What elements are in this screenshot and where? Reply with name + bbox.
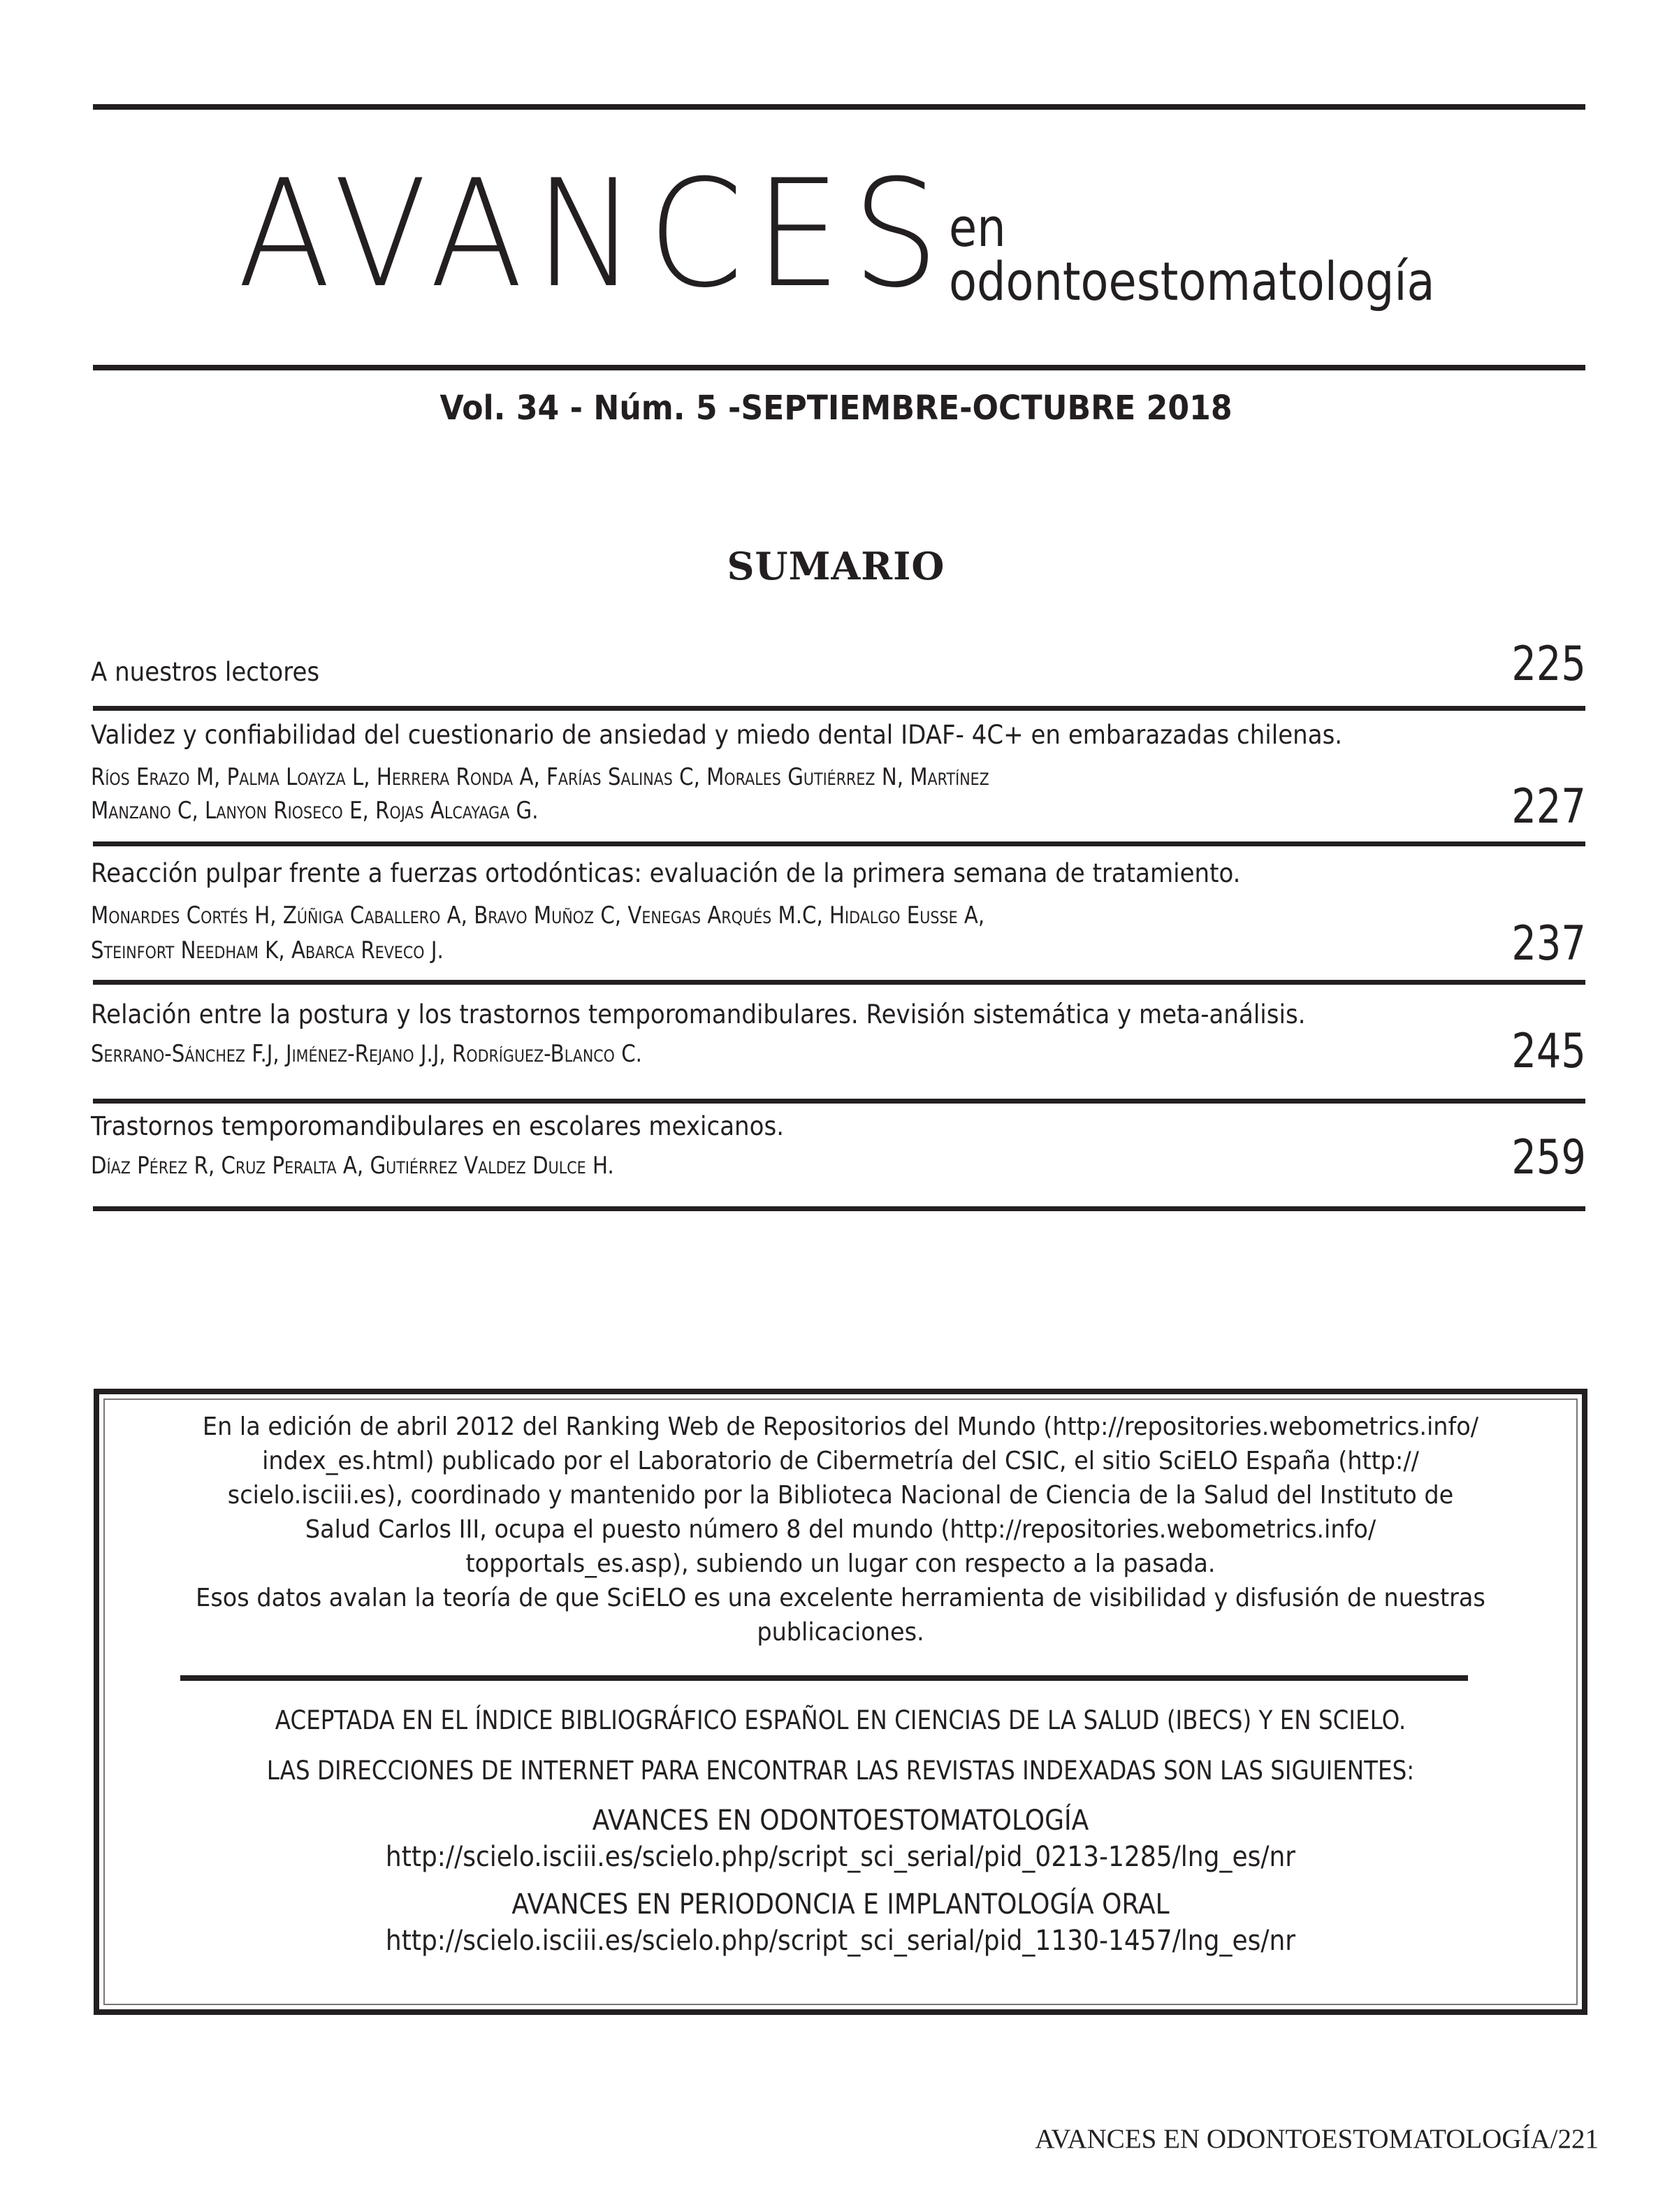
notice-line: Esos datos avalan la teoría de que SciELO es una excelente herramienta de visibilidad y disfusión de nuestras (196, 1584, 1485, 1612)
toc-entry-authors: Díaz Pérez R, Cruz Peralta A, Gutiérrez Valdez Dulce H. (91, 1152, 614, 1180)
toc-divider (93, 1099, 1585, 1104)
notice-line: topportals_es.asp), subiendo un lugar con respecto a la pasada. (465, 1549, 1216, 1578)
running-footer: AVANCES EN ODONTOESTOMATOLOGÍA/221 (1035, 2124, 1599, 2154)
logo-wordmark: AVANCES (238, 147, 951, 320)
journal-name: AVANCES EN ODONTOESTOMATOLOGÍA (592, 1805, 1089, 1837)
notice-paragraph (151, 1410, 1529, 1649)
indexing-statement: ACEPTADA EN EL ÍNDICE BIBLIOGRÁFICO ESPAÑOL EN CIENCIAS DE LA SALUD (IBECS) Y EN SCIELO. (275, 1705, 1406, 1735)
addresses-intro: LAS DIRECCIONES DE INTERNET PARA ENCONTRAR LAS REVISTAS INDEXADAS SON LAS SIGUIENTES: (266, 1756, 1415, 1786)
toc-divider (93, 980, 1585, 985)
toc-entry-authors: Monardes Cortés H, Zúñiga Caballero A, Bravo Muñoz C, Venegas Arqués M.C, Hidalgo Eusse A, (91, 902, 985, 930)
notice-divider (180, 1675, 1468, 1681)
toc-divider (93, 841, 1585, 846)
toc-entry-page: 237 (1511, 916, 1586, 971)
journal-logo (238, 147, 951, 320)
toc-entry-authors: Manzano C, Lanyon Rioseco E, Rojas Alcayaga G. (91, 797, 539, 825)
notice-line: index_es.html) publicado por el Laboratorio de Cibermetría del CSIC, el sitio SciELO España (http:// (262, 1447, 1419, 1475)
issue-line: Vol. 34 - Núm. 5 -SEPTIEMBRE-OCTUBRE 2018 (439, 389, 1233, 428)
notice-line: Salud Carlos III, ocupa el puesto número 8 del mundo (http://repositories.webometrics.info/ (305, 1515, 1376, 1544)
toc-entry-authors: Steinfort Needham K, Abarca Reveco J. (91, 937, 444, 964)
toc-divider (93, 706, 1585, 711)
top-rule (93, 104, 1585, 110)
logo-subtitle: odontoestomatología (949, 250, 1435, 312)
notice-line: scielo.isciii.es), coordinado y mantenido por la Biblioteca Nacional de Ciencia de la Salud del Instituto de (227, 1481, 1454, 1510)
journal-name: AVANCES EN PERIODONCIA E IMPLANTOLOGÍA ORAL (511, 1888, 1170, 1921)
toc-entry[interactable] (91, 995, 1586, 1093)
toc-heading: SUMARIO (727, 544, 945, 588)
toc-entry-title[interactable]: Trastornos temporomandibulares en escolares mexicanos. (91, 1111, 785, 1141)
toc-divider (93, 1206, 1585, 1211)
journal-url-link[interactable]: http://scielo.isciii.es/scielo.php/script_sci_serial/pid_1130-1457/lng_es/nr (385, 1925, 1296, 1957)
toc-entry[interactable] (91, 714, 1586, 840)
notice-line: En la edición de abril 2012 del Ranking Web de Repositorios del Mundo (http://repositories.webometrics.info/ (202, 1412, 1479, 1441)
toc-entry-page: 259 (1511, 1130, 1586, 1185)
toc-entry[interactable] (91, 1107, 1586, 1205)
toc-entry-title[interactable]: Reacción pulpar frente a fuerzas ortodónticas: evaluación de la primera semana de tratamiento. (91, 858, 1241, 888)
toc-entry-authors: Ríos Erazo M, Palma Loayza L, Herrera Ronda A, Farías Salinas C, Morales Gutiérrez N, Martínez (91, 763, 989, 791)
toc-entry-title[interactable]: Relación entre la postura y los trastornos temporomandibulares. Revisión sistemática y meta-análisis. (91, 999, 1306, 1029)
toc-entry[interactable] (91, 637, 1586, 704)
scielo-notice-box (94, 1389, 1587, 2015)
toc-entry[interactable] (91, 854, 1586, 980)
toc-entry-page: 225 (1511, 637, 1586, 692)
journal-url-link[interactable]: http://scielo.isciii.es/scielo.php/script_sci_serial/pid_0213-1285/lng_es/nr (385, 1841, 1296, 1873)
notice-line: publicaciones. (757, 1618, 924, 1647)
masthead-bottom-rule (93, 365, 1585, 370)
toc-entry-page: 227 (1511, 779, 1586, 834)
logo-en: en (949, 196, 1006, 259)
toc-entry-title[interactable]: A nuestros lectores (91, 657, 320, 687)
toc-entry-page: 245 (1511, 1024, 1586, 1079)
toc-entry-authors: Serrano-Sánchez F.J, Jiménez-Rejano J.J, Rodríguez-Blanco C. (91, 1040, 642, 1068)
toc-entry-title[interactable]: Validez y confiabilidad del cuestionario de ansiedad y miedo dental IDAF- 4C+ en embarazadas chilenas. (91, 720, 1343, 750)
